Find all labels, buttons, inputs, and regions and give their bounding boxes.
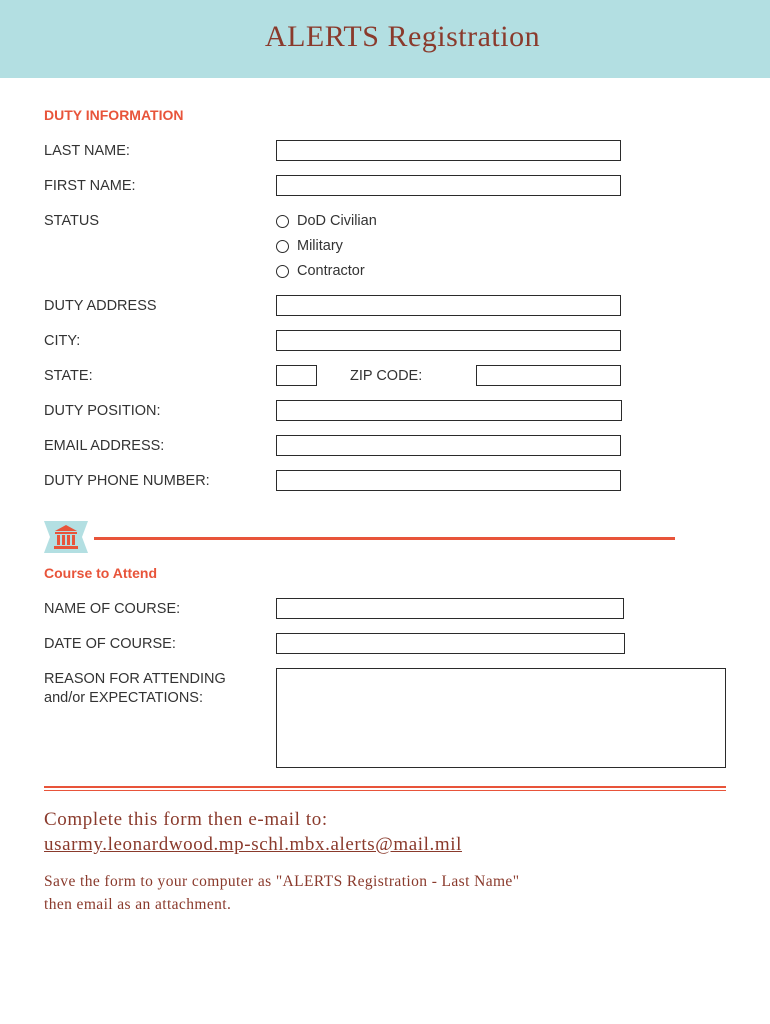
duty-position-field[interactable] — [276, 400, 622, 421]
duty-phone-field[interactable] — [276, 470, 621, 491]
course-name-field[interactable] — [276, 598, 624, 619]
page-title: ALERTS Registration — [264, 20, 541, 53]
reason-textarea[interactable] — [276, 668, 726, 768]
reason-label-line2: and/or EXPECTATIONS: — [44, 690, 204, 706]
state-field[interactable] — [276, 365, 317, 386]
city-field[interactable] — [276, 330, 621, 351]
last-name-label: LAST NAME: — [44, 143, 130, 159]
footer-instruction: Complete this form then e-mail to: — [44, 809, 328, 830]
course-date-label: DATE OF COURSE: — [44, 636, 176, 652]
city-label: CITY: — [44, 333, 81, 349]
duty-address-label: DUTY ADDRESS — [44, 298, 157, 314]
status-option-label: Contractor — [297, 263, 365, 279]
duty-address-field[interactable] — [276, 295, 621, 316]
section-divider — [94, 537, 675, 540]
course-date-field[interactable] — [276, 633, 625, 654]
building-icon — [44, 521, 88, 553]
footer-rule-top — [44, 786, 726, 788]
course-name-label: NAME OF COURSE: — [44, 601, 181, 617]
status-label: STATUS — [44, 213, 100, 229]
reason-label — [44, 670, 226, 708]
email-address-label: EMAIL ADDRESS: — [44, 438, 165, 454]
duty-phone-label: DUTY PHONE NUMBER: — [44, 473, 210, 489]
footer-email-link[interactable]: usarmy.leonardwood.mp-schl.mbx.alerts@mail.mil — [44, 834, 462, 855]
save-instruction-line1: Save the form to your computer as "ALERTS Registration - Last Name" — [44, 873, 520, 890]
status-option-contractor[interactable] — [276, 262, 365, 280]
save-instruction-line2: then email as an attachment. — [44, 896, 232, 913]
duty-section-title: DUTY INFORMATION — [44, 107, 184, 123]
first-name-label: FIRST NAME: — [44, 178, 136, 194]
radio-button[interactable] — [276, 240, 289, 253]
status-option-label: DoD Civilian — [297, 213, 377, 229]
zip-code-label: ZIP CODE: — [350, 368, 423, 384]
footer-rule-bottom — [44, 790, 726, 791]
email-address-field[interactable] — [276, 435, 621, 456]
radio-button[interactable] — [276, 215, 289, 228]
status-option-label: Military — [297, 238, 343, 254]
reason-label-line1: REASON FOR ATTENDING — [44, 671, 226, 687]
first-name-field[interactable] — [276, 175, 621, 196]
duty-position-label: DUTY POSITION: — [44, 403, 161, 419]
status-option-military[interactable] — [276, 237, 343, 255]
last-name-field[interactable] — [276, 140, 621, 161]
zip-code-field[interactable] — [476, 365, 621, 386]
course-section-title: Course to Attend — [44, 565, 158, 581]
radio-button[interactable] — [276, 265, 289, 278]
state-label: STATE: — [44, 368, 93, 384]
status-option-dod-civilian[interactable] — [276, 212, 377, 230]
